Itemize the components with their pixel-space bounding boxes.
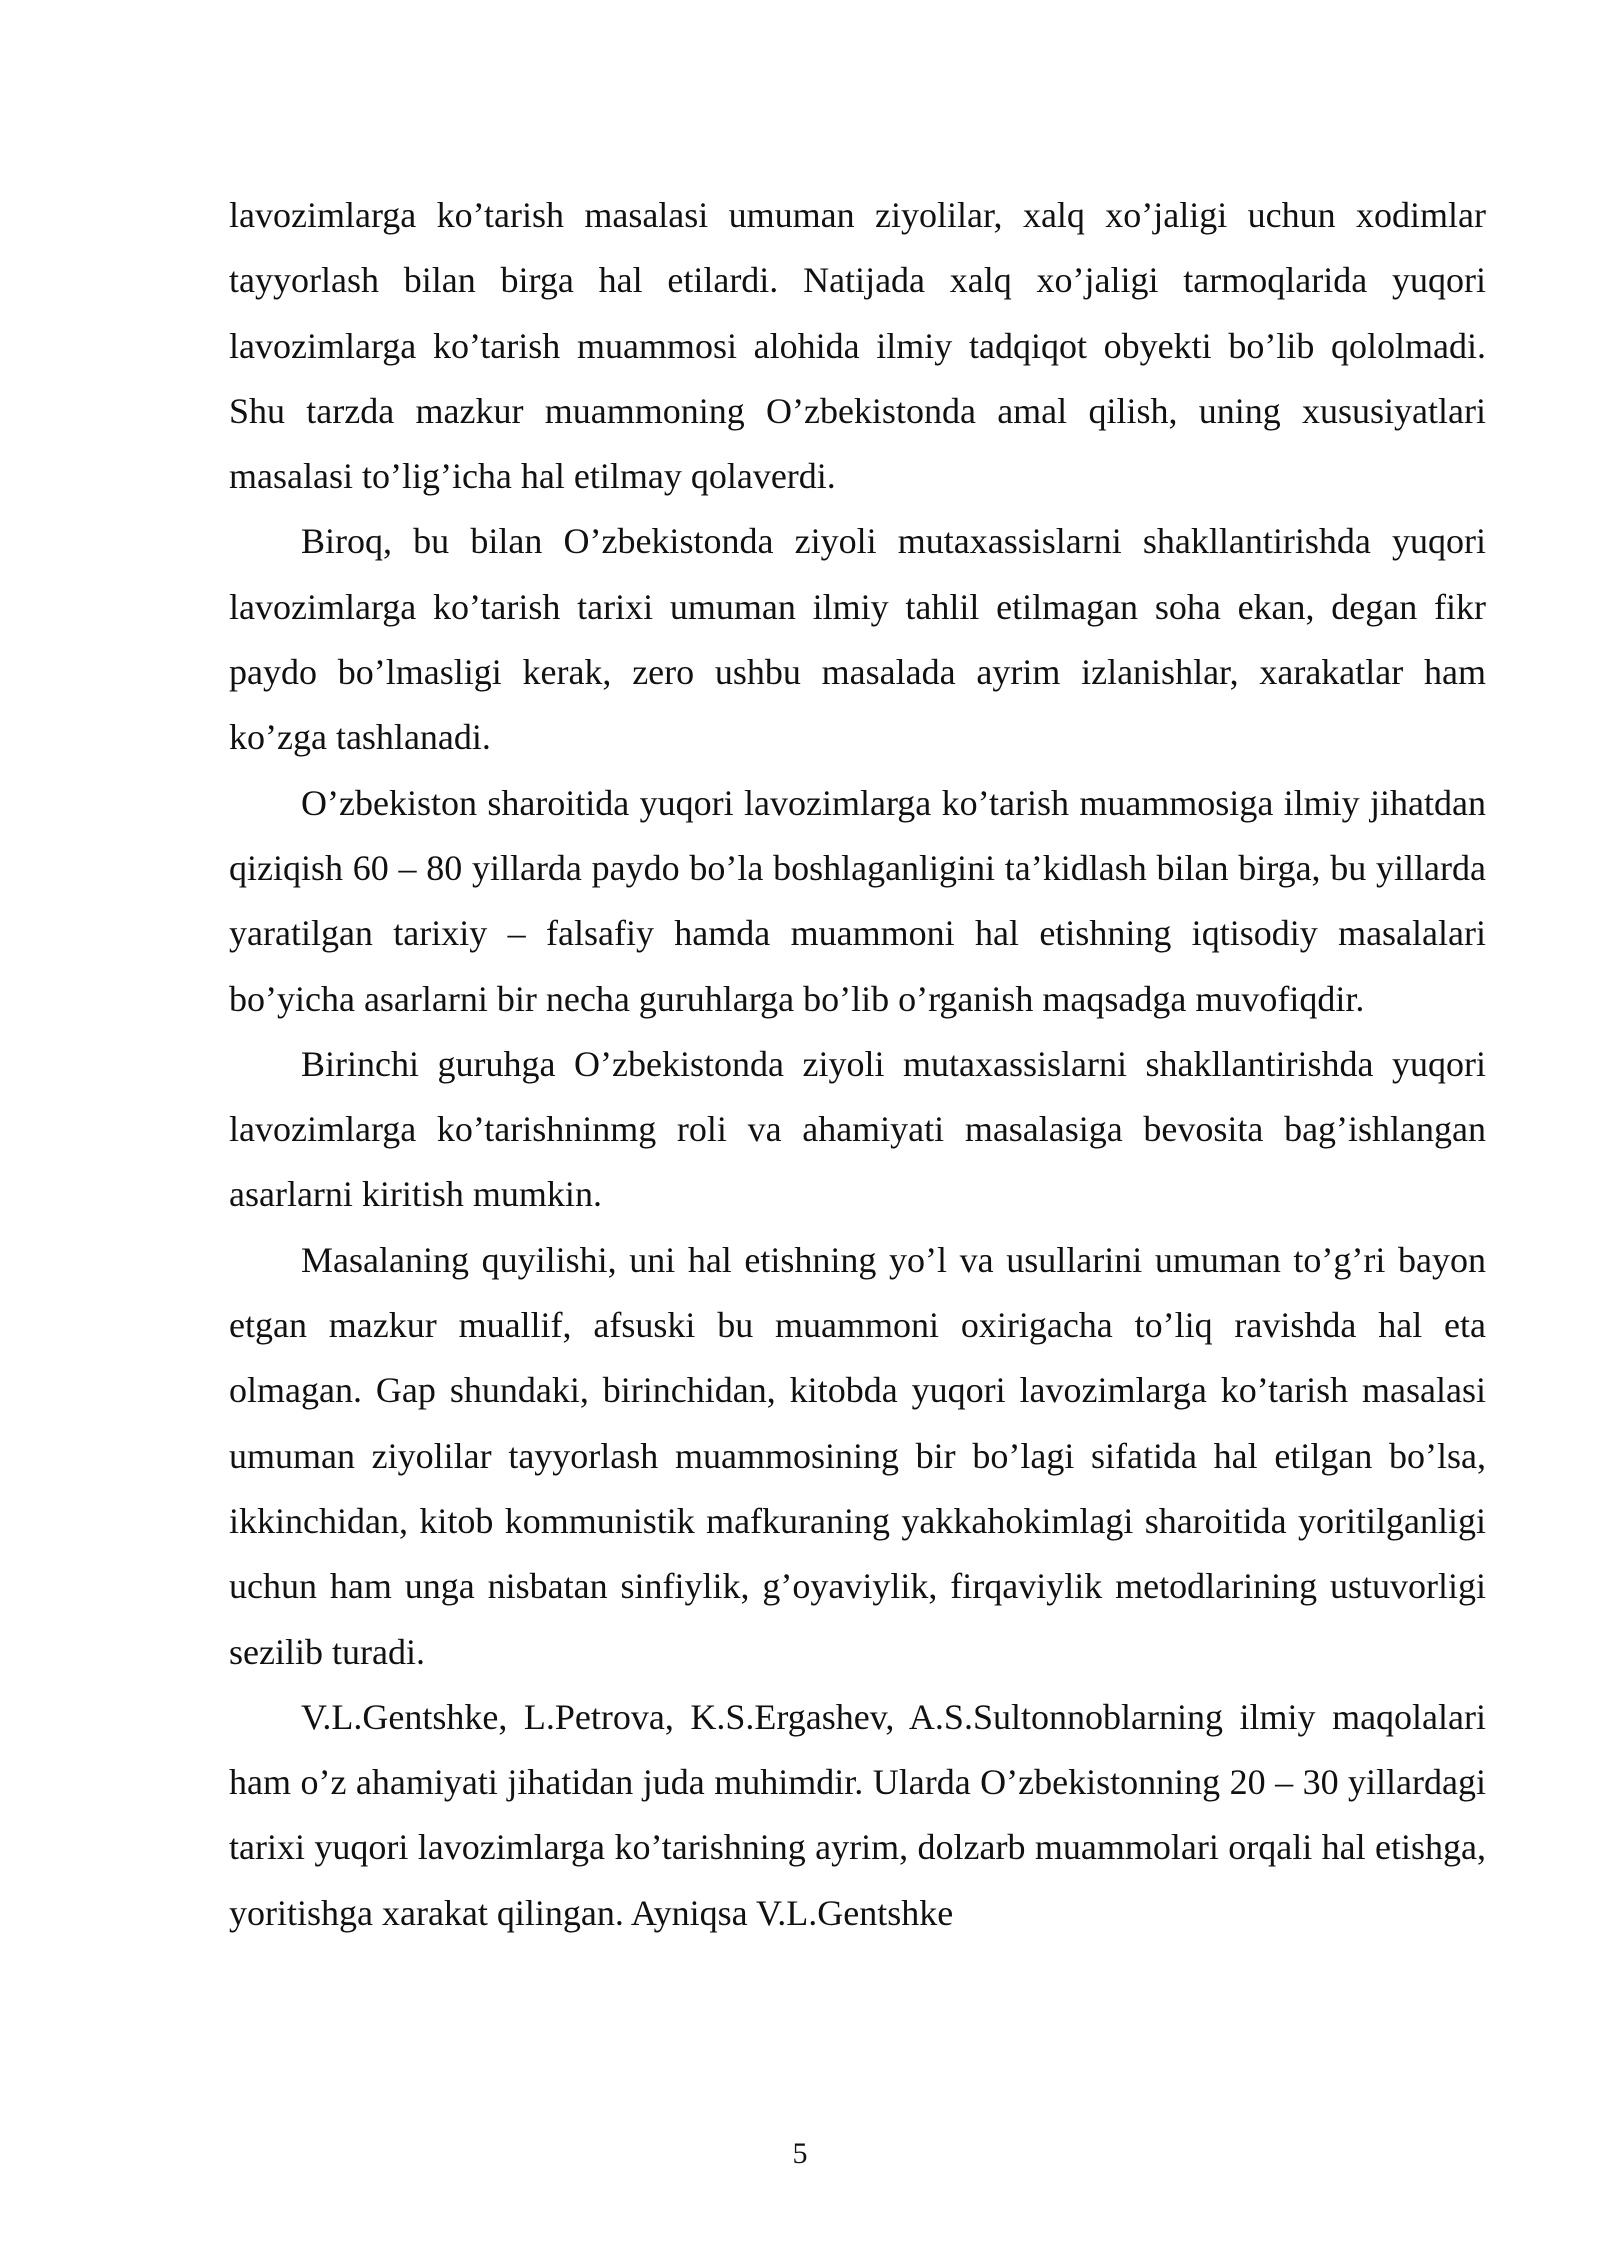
paragraph-5: Masalaning quyilishi, uni hal etishning yo’l va usullarini umuman to’g’ri bayon etgan mazkur muallif, afsuski bu muammoni oxirigacha to’liq ravishda hal eta olmagan. Gap shundaki, birinchidan, kitobda yuqori lavozimlarga ko’tarish masalasi umuman ziyolilar tayyorlash muammosining bir bo’lagi sifatida hal etilgan bo’lsa, ikkinchidan, kitob kommunistik mafkuraning yakkahokimlagi sharoitida yoritilganligi uchun ham unga nisbatan sinfiylik, g’oyaviylik, firqaviylik metodlarining ustuvorligi sezilib turadi. — [229, 1239, 1486, 1672]
paragraph-1: lavozimlarga ko’tarish masalasi umuman ziyolilar, xalq xo’jaligi uchun xodimlar tayyorlash bilan birga hal etilardi. Natijada xalq xo’jaligi tarmoqlarida yuqori lavozimlarga ko’tarish muammosi alohida ilmiy tadqiqot obyekti bo’lib qololmadi. Shu tarzda mazkur muammoning O’zbekistonda amal qilish, uning xususiyatlari masalasi to’lig’icha hal etilmay qolaverdi. — [229, 195, 1486, 497]
body-text — [229, 183, 1486, 1946]
paragraph-3: O’zbekiston sharoitida yuqori lavozimlarga ko’tarish muammosiga ilmiy jihatdan qiziqish 60 – 80 yillarda paydo bo’la boshlaganligini ta’kidlash bilan birga, bu yillarda yaratilgan tarixiy – falsafiy hamda muammoni hal etishning iqtisodiy masalalari bo’yicha asarlarni bir necha guruhlarga bo’lib o’rganish maqsadga muvofiqdir. — [229, 782, 1486, 1019]
page-number: 5 — [792, 2137, 808, 2170]
paragraph-6: V.L.Gentshke, L.Petrova, K.S.Ergashev, A.S.Sultonnoblarning ilmiy maqolalari ham o’z ahamiyati jihatidan juda muhimdir. Ularda O’zbekistonning 20 – 30 yillardagi tarixi yuqori lavozimlarga ko’tarishning ayrim, dolzarb muammolari orqali hal etishga, yoritishga xarakat qilingan. Ayniqsa V.L.Gentshke — [229, 1696, 1486, 1933]
paragraph-4: Birinchi guruhga O’zbekistonda ziyoli mutaxassislarni shakllantirishda yuqori lavozimlarga ko’tarishninmg roli va ahamiyati masalasiga bevosita bag’ishlangan asarlarni kiritish mumkin. — [229, 1043, 1486, 1215]
paragraph-2: Biroq, bu bilan O’zbekistonda ziyoli mutaxassislarni shakllantirishda yuqori lavozimlarga ko’tarish tarixi umuman ilmiy tahlil etilmagan soha ekan, degan fikr paydo bo’lmasligi kerak, zero ushbu masalada ayrim izlanishlar, xarakatlar ham ko’zga tashlanadi. — [229, 521, 1486, 758]
